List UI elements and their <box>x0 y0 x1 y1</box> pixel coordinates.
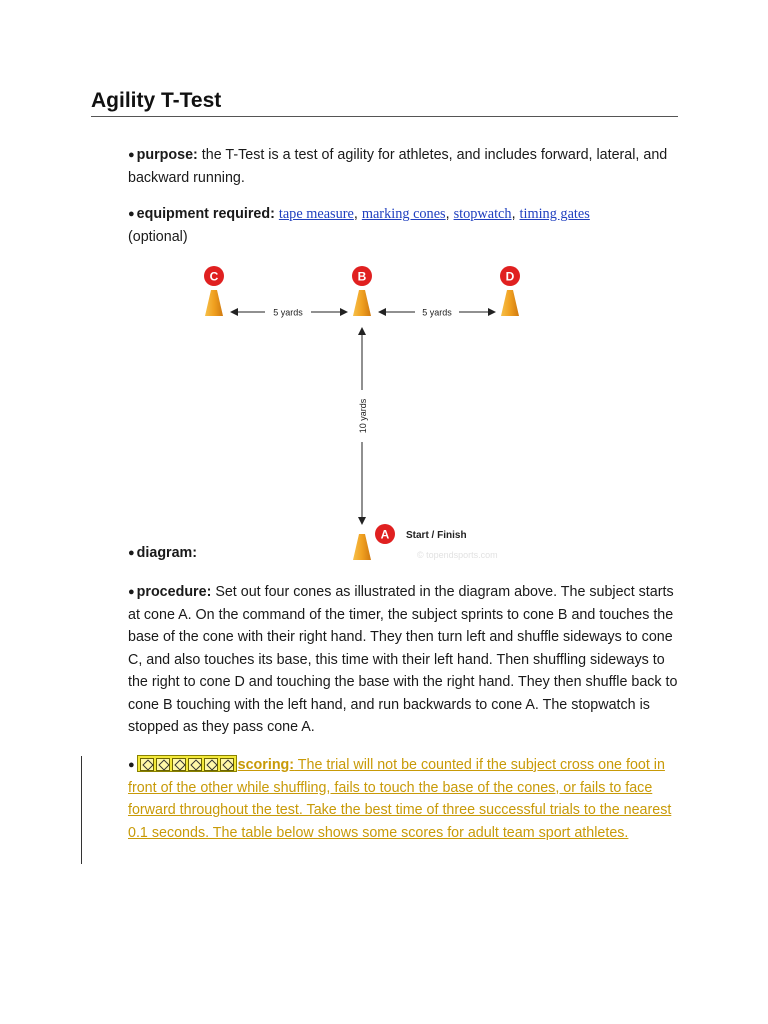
arrow-c-b <box>231 308 347 318</box>
link-stopwatch[interactable]: stopwatch <box>453 206 512 222</box>
revision-marker-icon <box>140 758 154 771</box>
equipment-suffix: (optional) <box>128 228 188 245</box>
procedure-text: Set out four cones as illustrated in the diagram above. The subject starts at cone A. On the command of the timer, the subject sprints to cone B and touches the base of the cone with their right hand. They then turn left and shuffle sideways to cone C, and also touches its base, this time with their left hand. Then shuffling sideways to the right to cone D and touching the base with the right hand. They then shuffle back to cone B touching with the left hand, and run backwards to cone A. The stopwatch is stopped as they pass cone A. <box>128 584 678 735</box>
revision-marker-icon <box>188 758 202 771</box>
link-timing-gates[interactable]: timing gates <box>519 206 590 222</box>
watermark: © topendsports.com <box>417 550 498 560</box>
purpose-label: purpose: <box>136 147 198 163</box>
revision-marker-icon <box>156 758 170 771</box>
badge-b-letter: B <box>357 269 367 284</box>
bullet-icon: ● <box>128 547 135 559</box>
badge-a-letter: A <box>380 527 390 542</box>
cone-c <box>204 266 224 316</box>
cone-d <box>500 266 520 316</box>
procedure-label: procedure: <box>136 584 212 600</box>
bullet-icon: ● <box>128 586 135 598</box>
cone-icon <box>205 290 223 316</box>
badge-d-letter: D <box>505 269 515 284</box>
scoring-text: The trial will not be counted if the subject cross one foot in front of the other while shuffling, fails to touch the base of the cones, or fails to face forward throughout the test. Take the best time of three successful trials to the nearest 0.1 seconds. The table below shows some scores for adult team sport athletes. <box>128 757 672 841</box>
procedure-paragraph <box>128 581 678 739</box>
purpose-paragraph <box>128 144 678 189</box>
scoring-label: scoring: <box>237 757 295 773</box>
change-bar <box>81 756 82 864</box>
diagram-label: diagram: <box>136 545 198 561</box>
page-title: Agility T-Test <box>91 89 222 112</box>
title-divider <box>91 116 678 117</box>
link-tape-measure[interactable]: tape measure <box>278 206 354 222</box>
cone-icon <box>353 534 371 560</box>
separator: , <box>445 206 454 222</box>
scoring-paragraph <box>128 754 678 844</box>
equipment-paragraph <box>128 203 678 248</box>
cone-a <box>353 524 498 560</box>
cone-b <box>352 266 372 316</box>
link-marking-cones[interactable]: marking cones <box>361 206 446 222</box>
bullet-icon: ● <box>128 759 135 771</box>
badge-c-letter: C <box>209 269 219 284</box>
diagram-paragraph <box>128 545 197 561</box>
equipment-label: equipment required: <box>136 206 275 222</box>
revision-marker-icon <box>220 758 234 771</box>
bullet-icon: ● <box>128 149 135 161</box>
purpose-text: the T-Test is a test of agility for athletes, and includes forward, lateral, and backward running. <box>128 147 668 186</box>
distance-label-left: 5 yards <box>273 307 303 318</box>
distance-label-vertical: 10 yards <box>358 398 368 434</box>
cone-icon <box>501 290 519 316</box>
revision-marker-icon <box>204 758 218 771</box>
bullet-icon: ● <box>128 208 135 220</box>
separator: , <box>353 206 362 222</box>
arrow-b-a <box>358 328 368 524</box>
t-test-diagram <box>195 262 535 562</box>
separator: , <box>511 206 520 222</box>
start-finish-label: Start / Finish <box>406 530 467 541</box>
arrow-b-d <box>379 308 495 318</box>
revision-marker-icon <box>172 758 186 771</box>
distance-label-right: 5 yards <box>422 307 452 318</box>
cone-icon <box>353 290 371 316</box>
revision-markers <box>137 755 237 772</box>
